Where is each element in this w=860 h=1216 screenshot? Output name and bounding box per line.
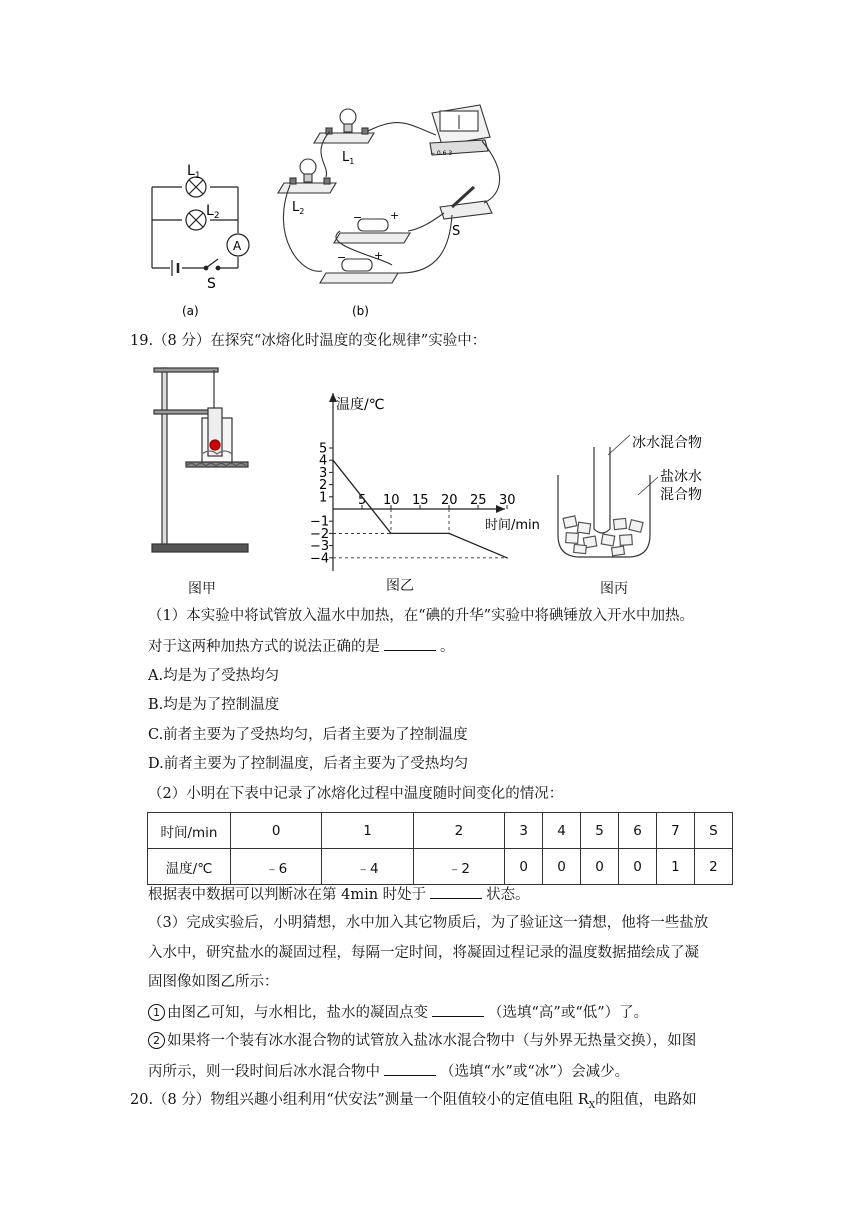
y-tick-label: −2 xyxy=(310,526,330,542)
bing-label-salt-ice-water-2: 混合物 xyxy=(660,487,702,503)
label-L1: $L_1$ xyxy=(187,163,201,181)
table-cell: S xyxy=(694,813,732,849)
data-point xyxy=(506,557,508,559)
circuit-figure xyxy=(140,95,520,320)
x-tick-label: 20 xyxy=(441,493,458,508)
x-tick-label: 5 xyxy=(358,493,367,508)
ammeter-symbol: A xyxy=(233,239,242,253)
fig-yi-chart xyxy=(300,393,560,573)
table-cell: 2 xyxy=(413,813,504,849)
y-axis-label: 温度/℃ xyxy=(336,397,385,413)
y-tick-label: 4 xyxy=(319,453,328,469)
bing-label-ice-water: 冰水混合物 xyxy=(632,435,702,451)
q19-part3-line2: 入水中，研究盐水的凝固过程，每隔一定时间，将凝固过程记录的温度数据描绘成了凝 xyxy=(148,945,699,961)
table-cell: 1 xyxy=(322,813,413,849)
circuit-diagram-a xyxy=(152,177,249,276)
option-c: C.前者主要为了受热均匀，后者主要为了控制温度 xyxy=(148,727,468,743)
table-cell: 6 xyxy=(619,813,657,849)
table-row xyxy=(148,813,733,849)
data-point xyxy=(448,533,450,535)
y-tick-label: 1 xyxy=(319,490,328,506)
battery2-plus: + xyxy=(374,249,384,262)
fig-jia xyxy=(140,360,260,560)
table-cell: 3 xyxy=(505,813,543,849)
label-b: (b) xyxy=(352,304,369,318)
table-cell: 0 xyxy=(231,813,322,849)
table-row-header: 温度/℃ xyxy=(148,849,231,885)
table-row-header: 时间/min xyxy=(148,813,231,849)
fig-jia-caption: 图甲 xyxy=(188,581,216,597)
data-point xyxy=(332,459,334,461)
answer-blank-3[interactable] xyxy=(432,1002,484,1017)
circuit-diagram-b xyxy=(278,105,500,283)
ammeter-terminals: − 0.6 3 xyxy=(430,150,453,157)
label-b-switch: S xyxy=(452,224,461,239)
q19-part1-line2: 对于这两种加热方式的说法正确的是 。 xyxy=(148,636,455,657)
table-cell: 5 xyxy=(581,813,619,849)
circuit-figure-svg xyxy=(140,95,520,320)
table-cell: 2 xyxy=(694,849,732,885)
q20-header: 20.（8 分）物组兴趣小组利用“伏安法”测量一个阻值较小的定值电阻 $R_X$的阻值，电路如 xyxy=(130,1092,697,1111)
x-tick-label: 15 xyxy=(412,493,429,508)
y-tick-label: 2 xyxy=(319,478,328,494)
label-L2: $L_2$ xyxy=(206,203,220,221)
x-tick-label: 25 xyxy=(470,493,487,508)
table-cell: 0 xyxy=(505,849,543,885)
table-cell: 4 xyxy=(543,813,581,849)
bing-label-salt-ice-water-1: 盐冰水 xyxy=(660,469,702,485)
label-switch-a: S xyxy=(207,276,216,292)
x-axis-label: 时间/min xyxy=(485,518,540,533)
q19-header: 19.（8 分）在探究“冰熔化时温度的变化规律”实验中： xyxy=(130,333,487,349)
table-cell: 0 xyxy=(581,849,619,885)
battery1-minus: − xyxy=(353,211,363,224)
table-cell: ﹣6 xyxy=(231,849,322,885)
data-point xyxy=(390,533,392,535)
fig-bing-caption: 图丙 xyxy=(600,581,628,597)
chart-marks xyxy=(310,442,516,567)
label-a: (a) xyxy=(182,304,199,318)
q19-part1-line1: （1）本实验中将试管放入温水中加热，在“碘的升华”实验中将碘锤放入开水中加热。 xyxy=(148,608,695,624)
table-row xyxy=(148,849,733,885)
q19-sub2-line1: 2 如果将一个装有冰水混合物的试管放入盐冰水混合物中（与外界无热量交换），如图 xyxy=(148,1031,696,1051)
y-tick-label: −1 xyxy=(310,514,330,530)
q19-part2-after: 根据表中数据可以判断冰在第 4min 时处于 状态。 xyxy=(148,884,530,905)
table-cell: 7 xyxy=(656,813,694,849)
option-a: A.均是为了受热均匀 xyxy=(148,668,280,684)
y-tick-label: 5 xyxy=(319,441,328,457)
table-cell: ﹣2 xyxy=(413,849,504,885)
label-b-L1: $L_1$ xyxy=(342,150,355,166)
battery2-minus: − xyxy=(337,251,347,264)
q19-part2: （2）小明在下表中记录了冰熔化过程中温度随时间变化的情况： xyxy=(148,786,564,802)
fig-yi-caption: 图乙 xyxy=(386,578,414,594)
answer-blank-4[interactable] xyxy=(384,1061,436,1076)
table-cell: ﹣4 xyxy=(322,849,413,885)
table-cell: 1 xyxy=(656,849,694,885)
answer-blank-1[interactable] xyxy=(384,636,436,651)
fig-bing xyxy=(550,425,730,565)
q19-sub2-line2: 丙所示，则一段时间后冰水混合物中 （选填“水”或“冰”）会减少。 xyxy=(148,1061,629,1082)
table-cell: 0 xyxy=(543,849,581,885)
x-tick-label: 30 xyxy=(499,493,516,508)
y-tick-label: 3 xyxy=(319,465,328,481)
q19-part3-line1: （3）完成实验后，小明猜想，水中加入其它物质后，为了验证这一猜想，他将一些盐放 xyxy=(148,915,709,931)
option-d: D.前者主要为了控制温度，后者主要为了受热均匀 xyxy=(148,756,469,772)
beaker-svg xyxy=(550,425,730,565)
answer-blank-2[interactable] xyxy=(430,884,482,899)
option-b: B.均是为了控制温度 xyxy=(148,697,280,713)
q19-sub1: 1 由图乙可知，与水相比，盐水的凝固点变 （选填“高”或“低”）了。 xyxy=(148,1002,648,1023)
y-tick-label: −4 xyxy=(310,551,330,567)
circled-number-2: 2 xyxy=(148,1032,165,1049)
temperature-chart xyxy=(300,393,560,573)
circled-number-1: 1 xyxy=(148,1004,165,1021)
apparatus-svg xyxy=(140,360,260,560)
battery1-plus: + xyxy=(390,209,400,222)
q19-part3-line3: 固图像如图乙所示： xyxy=(148,974,279,990)
x-tick-label: 10 xyxy=(383,493,400,508)
label-b-L2: $L_2$ xyxy=(292,200,305,216)
y-tick-label: −3 xyxy=(310,539,330,555)
table-cell: 0 xyxy=(619,849,657,885)
temperature-table xyxy=(147,812,733,885)
